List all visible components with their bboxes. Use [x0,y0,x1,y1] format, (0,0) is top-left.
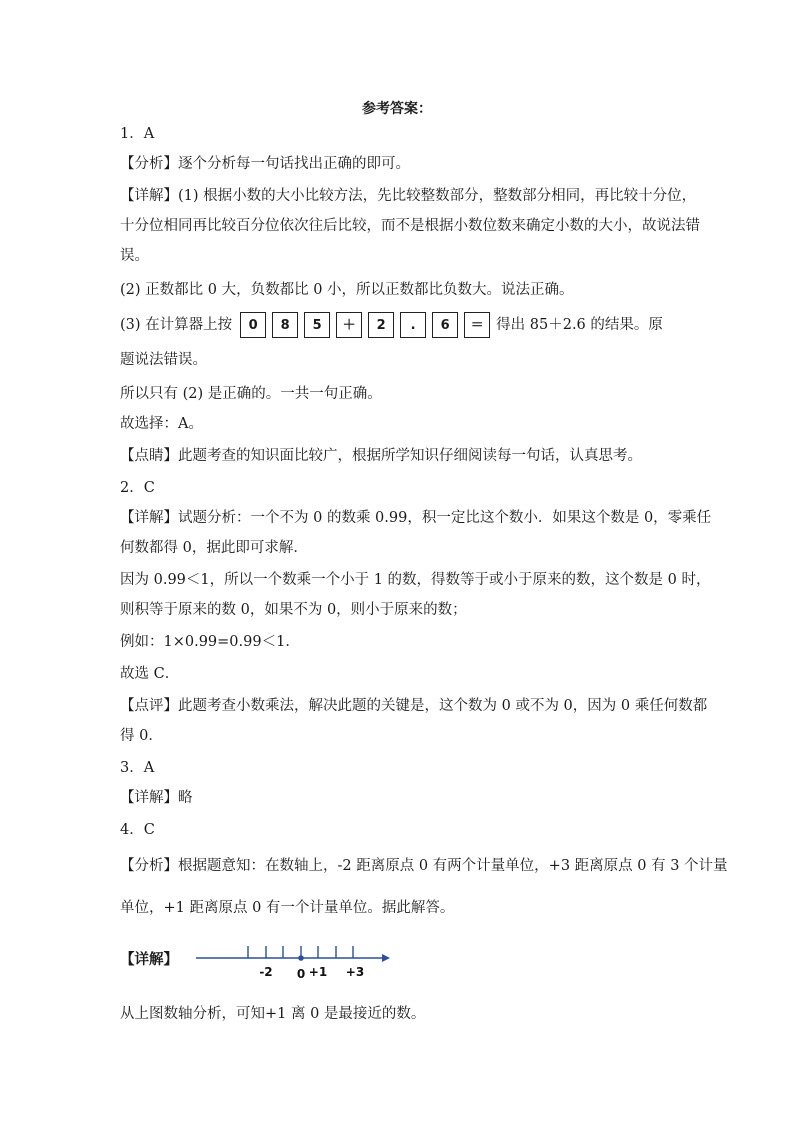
answer-2-comment-line2: 得 0． [120,728,163,744]
key-2: 2 [368,312,394,338]
answer-2-choice: 故选 C． [120,666,180,682]
key-plus: ＋ [336,312,362,338]
key-6: 6 [432,312,458,338]
answer-4-detail-block [120,944,420,984]
calculator-prefix: (3) 在计算器上按 [120,317,233,333]
calculator-suffix: 得出 85＋2.6 的结果。原 [496,317,663,333]
answer-1-analysis: 【分析】逐个分析每一句话找出正确的即可。 [120,156,410,172]
answer-2-detail-line2: 何数都得 0，据此即可求解． [120,540,308,556]
answer-2-number: 2．C [120,480,155,496]
key-5: 5 [304,312,330,338]
answer-4-conclusion: 从上图数轴分析，可知+1 离 0 是最接近的数。 [120,1006,426,1022]
answer-2-reason-line2: 则积等于原来的数 0，如果不为 0，则小于原来的数； [120,602,467,618]
label-plus-1: +1 [308,965,328,979]
page-title: 参考答案： [362,101,432,117]
answer-1-detail-line2: 十分位相同再比较百分位依次往后比较，而不是根据小数位数来确定小数的大小，故说法错 [120,218,700,234]
answer-1-number: 1．A [120,126,155,142]
label-minus-2: -2 [259,965,273,979]
key-dot: . [400,312,426,338]
answer-1-summary: 所以只有 (2) 是正确的。一共一句正确。 [120,386,382,402]
answer-1-detail-2: (2) 正数都比 0 大，负数都比 0 小，所以正数都比负数大。说法正确。 [120,282,574,298]
origin-point [298,955,304,961]
answer-4-detail-label: 【详解】 [120,951,178,968]
answer-3-number: 3．A [120,760,155,776]
answer-2-detail-line1: 【详解】试题分析：一个不为 0 的数乘 0.99，积一定比这个数小．如果这个数是 0，零乘任 [120,510,712,526]
key-equals: ＝ [464,312,490,338]
key-0: 0 [240,312,266,338]
answer-3-detail: 【详解】略 [120,790,193,806]
number-line-arrow [382,954,390,962]
label-plus-3: +3 [345,965,365,979]
answer-4-analysis-line2: 单位，+1 距离原点 0 有一个计量单位。据此解答。 [120,900,455,916]
label-0: 0 [296,967,306,981]
answer-1-detail-line3: 误。 [120,248,149,264]
answer-4-analysis-line1: 【分析】根据题意知：在数轴上，-2 距离原点 0 有两个计量单位，+3 距离原点 0 有 3 个计量 [120,858,728,874]
answer-2-example: 例如：1×0.99=0.99＜1． [120,634,300,650]
answer-1-calculator-row [120,312,663,338]
key-8: 8 [272,312,298,338]
answer-1-choice: 故选择：A。 [120,416,203,432]
answer-4-number: 4．C [120,822,155,838]
answer-1-comment: 【点睛】此题考查的知识面比较广，根据所学知识仔细阅读每一句话，认真思考。 [120,448,642,464]
answer-1-detail-3b: 题说法错误。 [120,352,207,368]
answer-2-comment-line1: 【点评】此题考查小数乘法，解决此题的关键是，这个数为 0 或不为 0，因为 0 乘任何数都 [120,698,708,714]
answer-2-reason-line1: 因为 0.99＜1，所以一个数乘一个小于 1 的数，得数等于或小于原来的数，这个数是 0 时， [120,572,711,588]
number-line [120,944,420,984]
answer-1-detail-line1: 【详解】(1) 根据小数的大小比较方法，先比较整数部分，整数部分相同，再比较十分位， [120,188,697,204]
